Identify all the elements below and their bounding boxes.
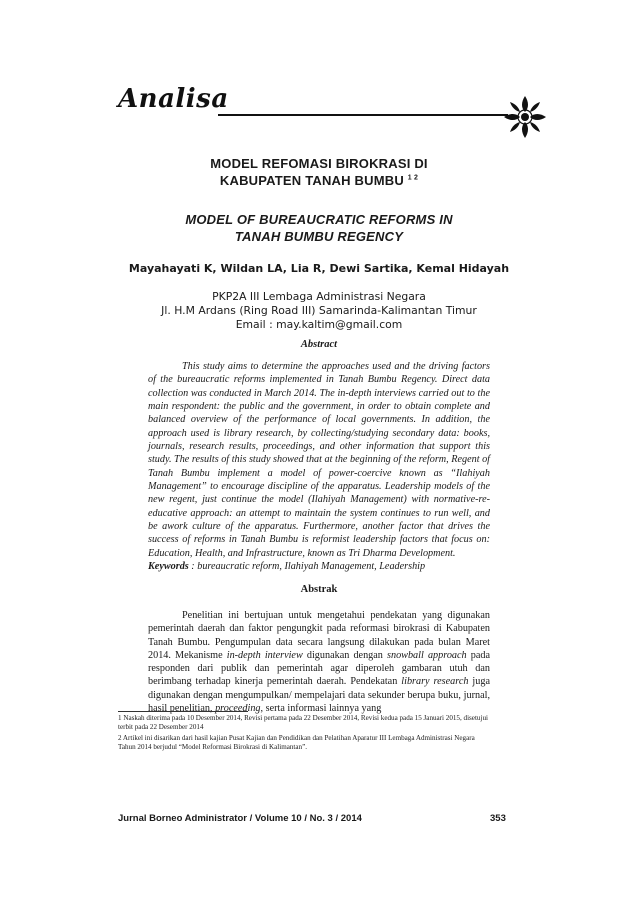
ornament-icon [500,92,550,142]
footnote-2: 2 Artikel ini disarikan dari hasil kajian Pusat Kajian dan Pendidikan dan Pelatihan Aparatur III Lembaga Administrasi Negara Tahun 2014 berjudul “Model Reformasi Birokrasi di Kalimantan”. [118,734,475,751]
title-english-line1: MODEL OF BUREAUCRATIC REFORMS IN [185,212,453,227]
title-indonesian-line2: KABUPATEN TANAH BUMBU $^{1 2}$ [219,173,419,188]
abstract-indonesian-text: Penelitian ini bertujuan untuk mengetahui pendekatan yang digunakan pemerintah daerah dan faktor pengungkit pada reformasi birokrasi di Kabupaten Tanah Bumbu. Pengumpulan data secara langsung dilakukan pada bulan Maret 2014. Mekanisme in-depth interview digunakan dengan snowball approach pada responden dari publik dan pemerintah agar diperoleh gambaran utuh dan berimbang terhadap kinerja pemerintah daerah. Pendekatan library research juga digunakan dengan mengumpulkan/ mempelajari data sekunder berupa buku, jurnal, hasil penelitian, proceeding, serta informasi lainnya yang [148,610,490,715]
footnote-rule [118,711,248,712]
title-english-line2: TANAH BUMBU REGENCY [234,229,404,244]
abstract-english-text: This study aims to determine the approaches used and the driving factors of the bureaucratic reforms implemented in Tanah Bumbu Regency. Direct data collection was conducted in March 2014. The in-depth interviews carried out to the main respondent: the public and the government, in order to obtain complete and balanced overview of the performance of local governments. In addition, the approach used is library research, by collecting/studying secondary data: books, journals, research results, proceedings, and other information that support this study. The results of this study showed that at the beginning of the reform, Regent of Tanah Bumbu implement a model of power-coercive known as “Ilahiyah Management” to encourage discipline of the apparatus. Leadership models of the new regent, just continue the model (Ilahiyah Management) with normative-re-educative approach: an attempt to maintain the system continues to run well, and be awork culture of the apparatus. Furthermore, another factor that drives the success of reforms in Tanah Bumbu is reformist leadership factors that focus on: Education, Health, and Infrastructure, known as Tri Dharma Development. [148,361,490,559]
affiliation-email: Email : may.kaltim@gmail.com [235,318,403,331]
header-rule [218,114,508,116]
author-list: Mayahayati K, Wildan LA, Lia R, Dewi Sartika, Kemal Hidayah [128,262,510,275]
abstract-heading: Abstract [300,339,338,350]
keywords: Keywords : bureaucratic reform, Ilahiyah Management, Leadership [148,561,426,572]
page-number: 353 [490,813,506,824]
section-title: Analisa [118,84,229,114]
affiliation-line1: PKP2A III Lembaga Administrasi Negara [212,290,426,303]
title-indonesian-line1: MODEL REFOMASI BIROKRASI DI [210,156,428,171]
abstrak-heading: Abstrak [300,584,338,595]
title-superscript: 1 2 [407,174,419,182]
footnote-1: 1 Naskah diterima pada 10 Desember 2014, Revisi pertama pada 22 Desember 2014, Revisi kedua pada 15 Januari 2015, disetujui terbit pada 22 Desember 2014 [118,714,488,731]
affiliation-line2: Jl. H.M Ardans (Ring Road III) Samarinda-Kalimantan Timur [161,304,477,317]
journal-footer: Jurnal Borneo Administrator / Volume 10 / No. 3 / 2014 [118,813,362,824]
